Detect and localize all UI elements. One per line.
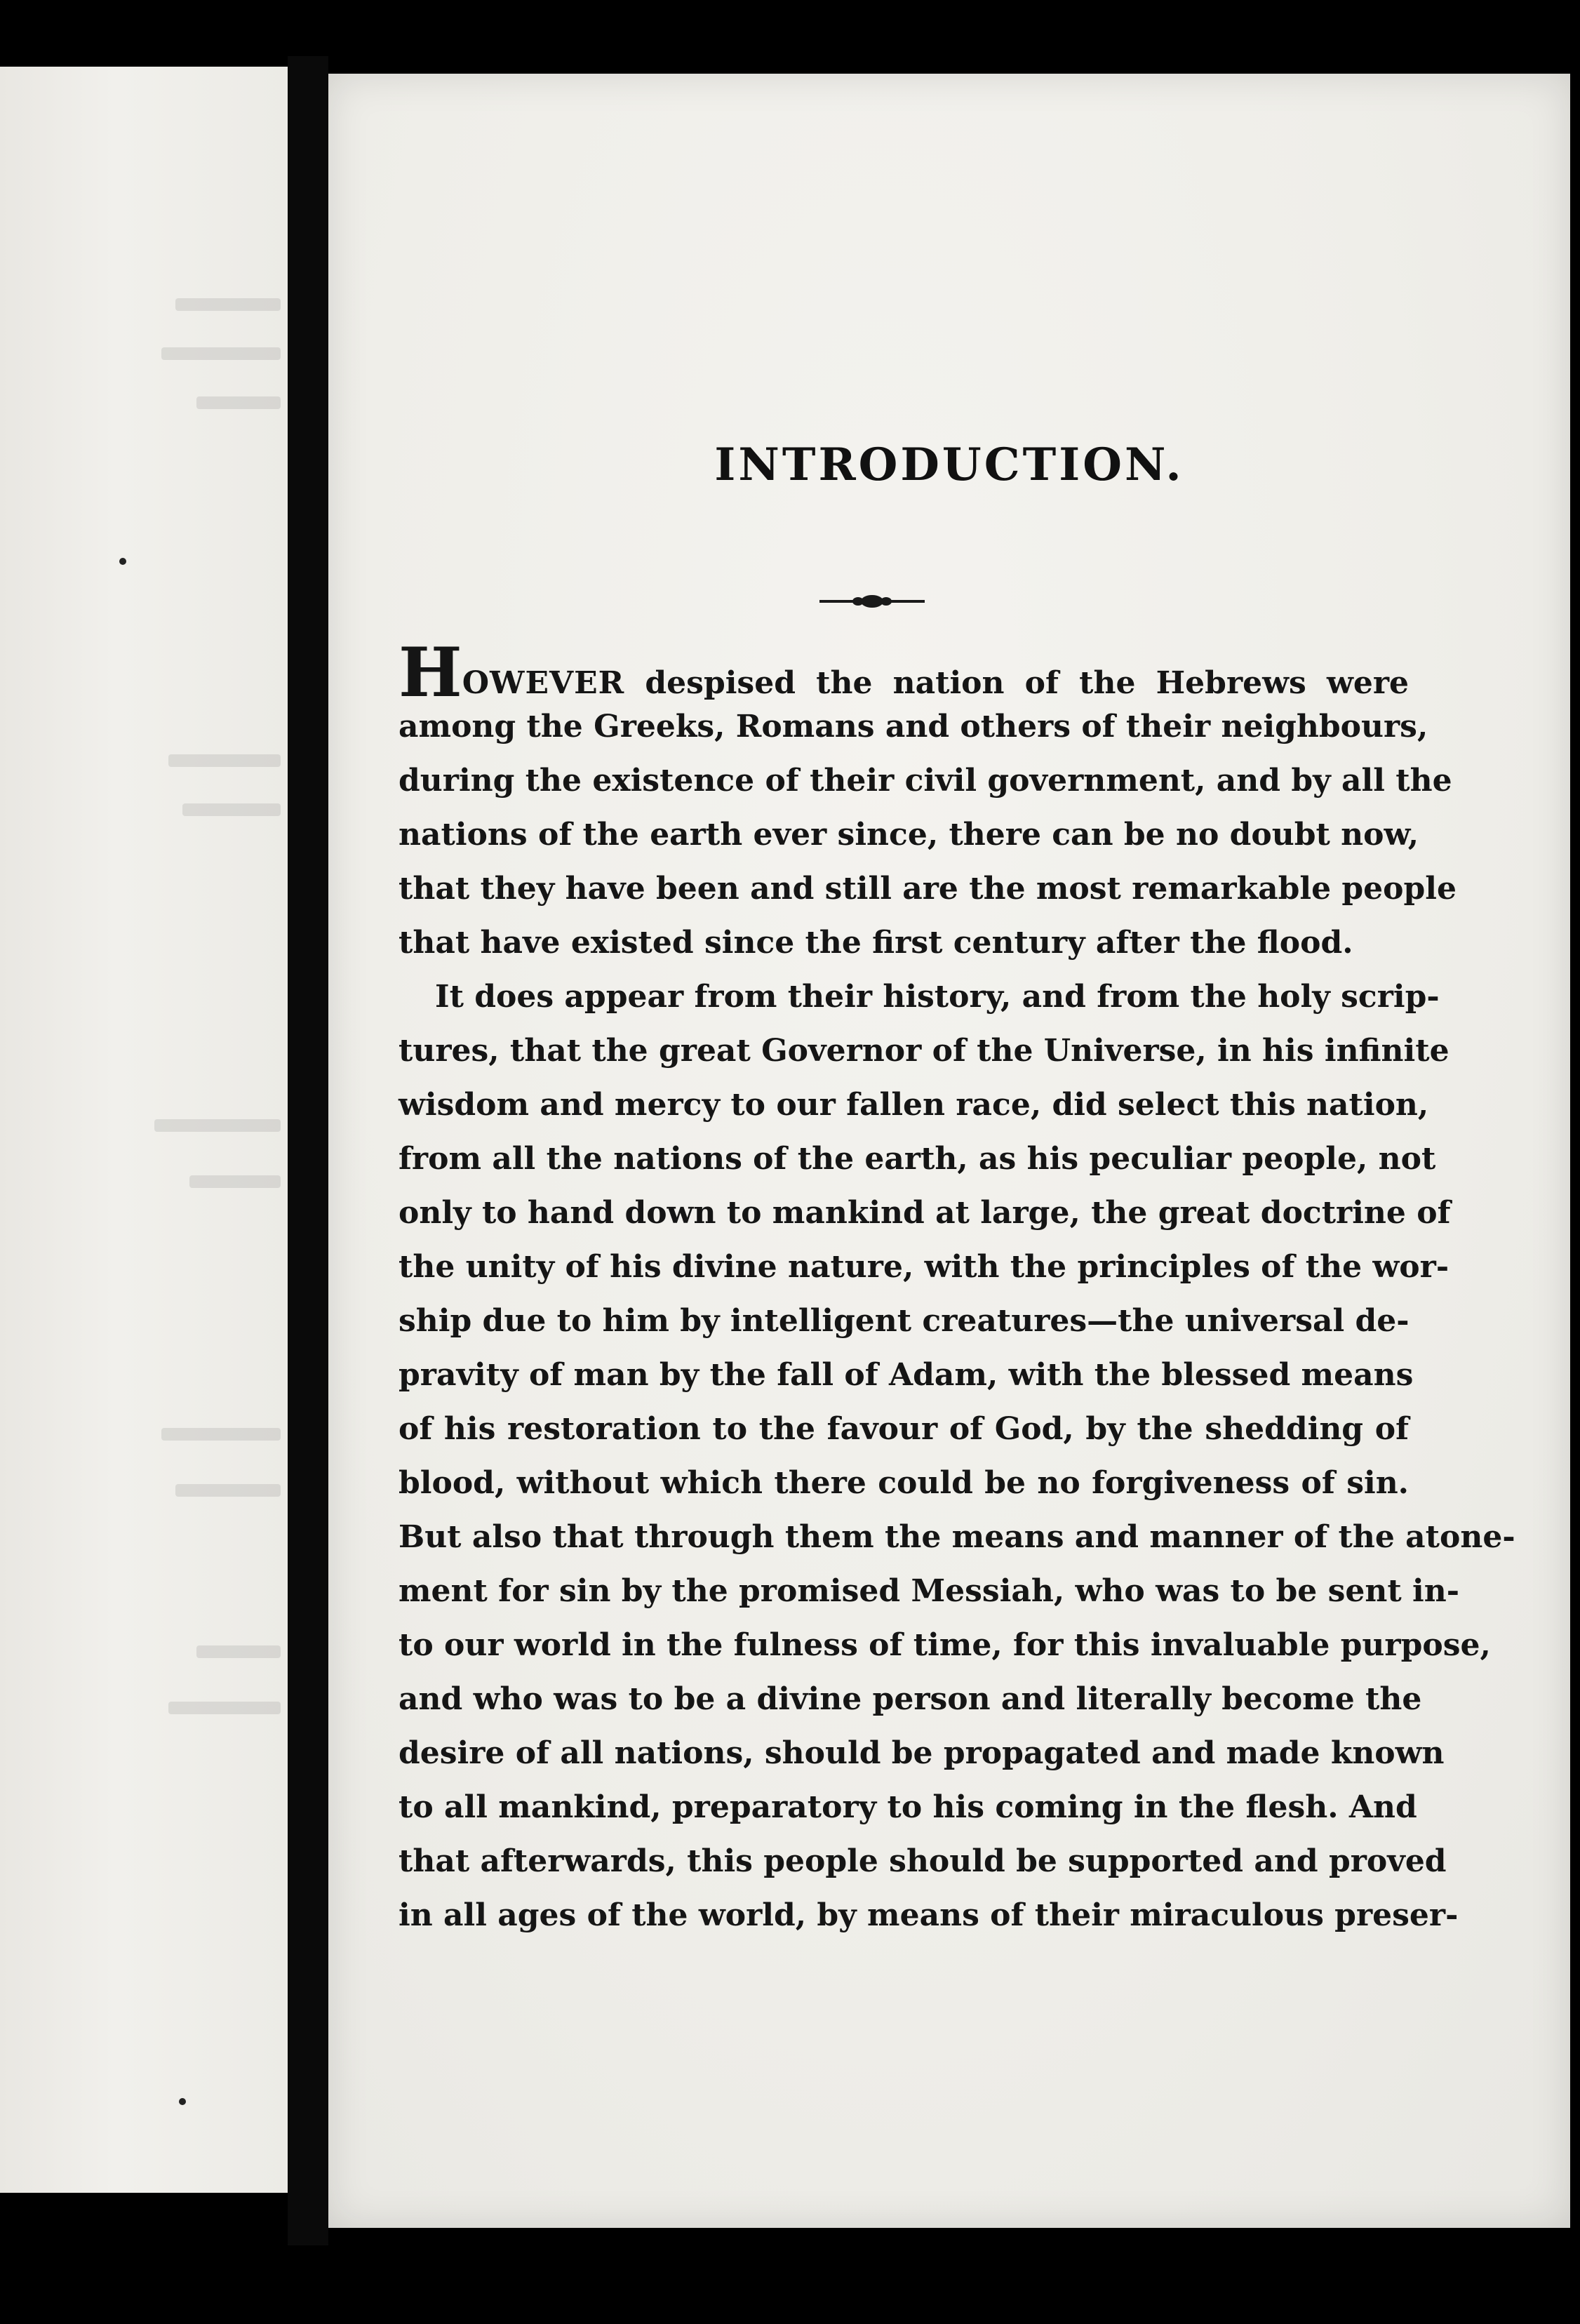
- text-line: HOWEVER despised the nation of the Hebrews were: [399, 633, 1409, 712]
- facing-page-edge: [0, 67, 288, 2193]
- ink-speck: [119, 558, 126, 565]
- text-line: It does appear from their history, and from the holy scrip-: [435, 979, 1440, 1015]
- ink-bleed: [161, 1428, 281, 1441]
- text-line: But also that through them the means and manner of the atone-: [399, 1519, 1515, 1555]
- text-line: nations of the earth ever since, there can be no doubt now,: [399, 817, 1419, 853]
- text-line: among the Greeks, Romans and others of their neighbours,: [399, 709, 1428, 744]
- text-line: ment for sin by the promised Messiah, who was to be sent in-: [399, 1573, 1459, 1609]
- text-line: and who was to be a divine person and literally become the: [399, 1681, 1422, 1717]
- ink-bleed: [175, 1484, 281, 1497]
- ink-bleed: [168, 754, 281, 767]
- text-line: blood, without which there could be no forgiveness of sin.: [399, 1465, 1409, 1501]
- text-line: of his restoration to the favour of God, by the shedding of: [399, 1411, 1409, 1447]
- text-line: the unity of his divine nature, with the principles of the wor-: [399, 1249, 1450, 1285]
- text-line: desire of all nations, should be propagated and made known: [399, 1735, 1445, 1771]
- text-line: only to hand down to mankind at large, the great doctrine of: [399, 1195, 1451, 1231]
- text-line: pravity of man by the fall of Adam, with the blessed means: [399, 1357, 1414, 1393]
- text-line: that afterwards, this people should be supported and proved: [399, 1843, 1447, 1879]
- text-line: during the existence of their civil government, and by all the: [399, 763, 1452, 799]
- ink-bleed: [182, 803, 281, 816]
- ink-bleed: [161, 347, 281, 360]
- text-line: ship due to him by intelligent creatures—the universal de-: [399, 1303, 1410, 1339]
- text-line: from all the nations of the earth, as his peculiar people, not: [399, 1141, 1436, 1177]
- ink-bleed: [189, 1175, 281, 1188]
- ornament-rule-icon: [819, 593, 925, 610]
- ink-bleed: [168, 1702, 281, 1714]
- ink-bleed: [175, 298, 281, 311]
- text-line: that have existed since the first century after the flood.: [399, 925, 1353, 961]
- text-line: wisdom and mercy to our fallen race, did select this nation,: [399, 1087, 1429, 1123]
- text-line: in all ages of the world, by means of their miraculous preser-: [399, 1897, 1459, 1933]
- text-line: to all mankind, preparatory to his coming in the flesh. And: [399, 1789, 1417, 1825]
- book-gutter: [288, 56, 328, 2245]
- body-text: [399, 633, 1515, 1942]
- drop-cap: H: [399, 633, 462, 712]
- ink-bleed: [154, 1119, 281, 1132]
- opening-word: OWEVER: [462, 665, 625, 701]
- page-heading: INTRODUCTION.: [714, 439, 1184, 491]
- ink-bleed: [196, 1645, 281, 1658]
- book-page: [328, 74, 1570, 2228]
- ink-bleed: [196, 396, 281, 409]
- text-line: to our world in the fulness of time, for this invaluable purpose,: [399, 1627, 1491, 1663]
- ink-speck: [179, 2098, 186, 2105]
- text-line: that they have been and still are the most remarkable people: [399, 871, 1457, 907]
- text-line: tures, that the great Governor of the Universe, in his infinite: [399, 1033, 1450, 1069]
